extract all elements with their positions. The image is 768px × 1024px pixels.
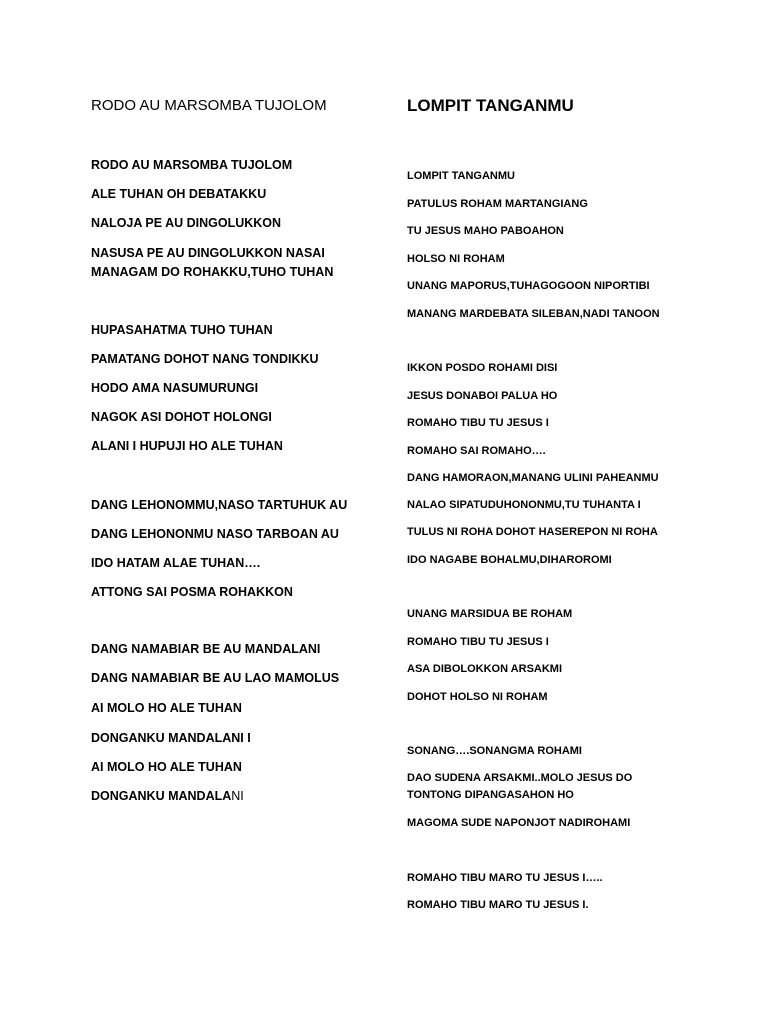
lyric-line: ALANI I HUPUJI HO ALE TUHAN <box>91 439 283 453</box>
lyric-line: SONANG….SONANGMA ROHAMI <box>407 745 582 757</box>
song-title-left: RODO AU MARSOMBA TUJOLOM <box>91 97 327 114</box>
lyric-line: UNANG MAPORUS,TUHAGOGOON NIPORTIBI <box>407 280 650 292</box>
lyric-line: ROMAHO TIBU TU JESUS I <box>407 417 549 429</box>
lyric-line: MAGOMA SUDE NAPONJOT NADIROHAMI <box>407 817 631 829</box>
lyric-line: HODO AMA NASUMURUNGI <box>91 381 259 395</box>
lyric-line: DANG LEHONONMU NASO TARBOAN AU <box>91 527 339 541</box>
lyric-line: TU JESUS MAHO PABOAHON <box>407 225 564 237</box>
lyric-line: DANG HAMORAON,MANANG ULINI PAHEANMU <box>407 472 659 484</box>
lyric-line: HUPASAHATMA TUHO TUHAN <box>91 323 273 337</box>
lyric-line: DONGANKU MANDALANI I <box>91 731 251 745</box>
lyric-line: NALOJA PE AU DINGOLUKKON <box>91 216 282 230</box>
lyric-line: ROMAHO SAI ROMAHO…. <box>407 445 546 457</box>
lyric-line: DANG NAMABIAR BE AU LAO MAMOLUS <box>91 671 340 685</box>
lyric-line: ROMAHO TIBU MARO TU JESUS I. <box>407 899 589 911</box>
lyric-line: ASA DIBOLOKKON ARSAKMI <box>407 663 563 675</box>
lyric-line: NASUSA PE AU DINGOLUKKON NASAI MANAGAM DO ROHAKKU,TUHO TUHAN <box>91 246 334 279</box>
lyric-line: IDO HATAM ALAE TUHAN…. <box>91 556 261 570</box>
lyric-line: MANANG MARDEBATA SILEBAN,NADI TANOON <box>407 308 660 320</box>
lyric-line: ALE TUHAN OH DEBATAKKU <box>91 187 267 201</box>
lyric-line: IDO NAGABE BOHALMU,DIHAROROMI <box>407 554 612 566</box>
lyric-line: DAO SUDENA ARSAKMI..MOLO JESUS DO TONTONG DIPANGASAHON HO <box>407 772 633 801</box>
lyric-line: PATULUS ROHAM MARTANGIANG <box>407 198 588 210</box>
lyric-line: NALAO SIPATUDUHONONMU,TU TUHANTA I <box>407 499 641 511</box>
lyric-line: AI MOLO HO ALE TUHAN <box>91 701 242 715</box>
lyric-line: RODO AU MARSOMBA TUJOLOM <box>91 158 293 172</box>
song-title-right: LOMPIT TANGANMU <box>407 96 574 115</box>
lyric-line: ROMAHO TIBU TU JESUS I <box>407 636 549 648</box>
lyric-line: ROMAHO TIBU MARO TU JESUS I….. <box>407 872 603 884</box>
lyric-line: TULUS NI ROHA DOHOT HASEREPON NI ROHA <box>407 526 658 538</box>
lyric-line: UNANG MARSIDUA BE ROHAM <box>407 608 573 620</box>
lyric-line-last-bold: DONGANKU MANDALA <box>91 789 232 803</box>
lyric-line: NAGOK ASI DOHOT HOLONGI <box>91 410 272 424</box>
lyric-line: JESUS DONABOI PALUA HO <box>407 390 558 402</box>
lyric-line: AI MOLO HO ALE TUHAN <box>91 760 242 774</box>
lyric-line: ATTONG SAI POSMA ROHAKKON <box>91 585 293 599</box>
lyric-line: IKKON POSDO ROHAMI DISI <box>407 362 558 374</box>
lyric-line: LOMPIT TANGANMU <box>407 170 515 182</box>
lyric-line-last-normal: NI <box>231 789 244 803</box>
lyric-line: PAMATANG DOHOT NANG TONDIKKU <box>91 352 319 366</box>
lyric-line-last <box>91 788 244 804</box>
lyric-line: DANG NAMABIAR BE AU MANDALANI <box>91 642 321 656</box>
lyric-line: DANG LEHONOMMU,NASO TARTUHUK AU <box>91 498 348 512</box>
lyric-line: HOLSO NI ROHAM <box>407 253 505 265</box>
lyric-line: DOHOT HOLSO NI ROHAM <box>407 691 548 703</box>
